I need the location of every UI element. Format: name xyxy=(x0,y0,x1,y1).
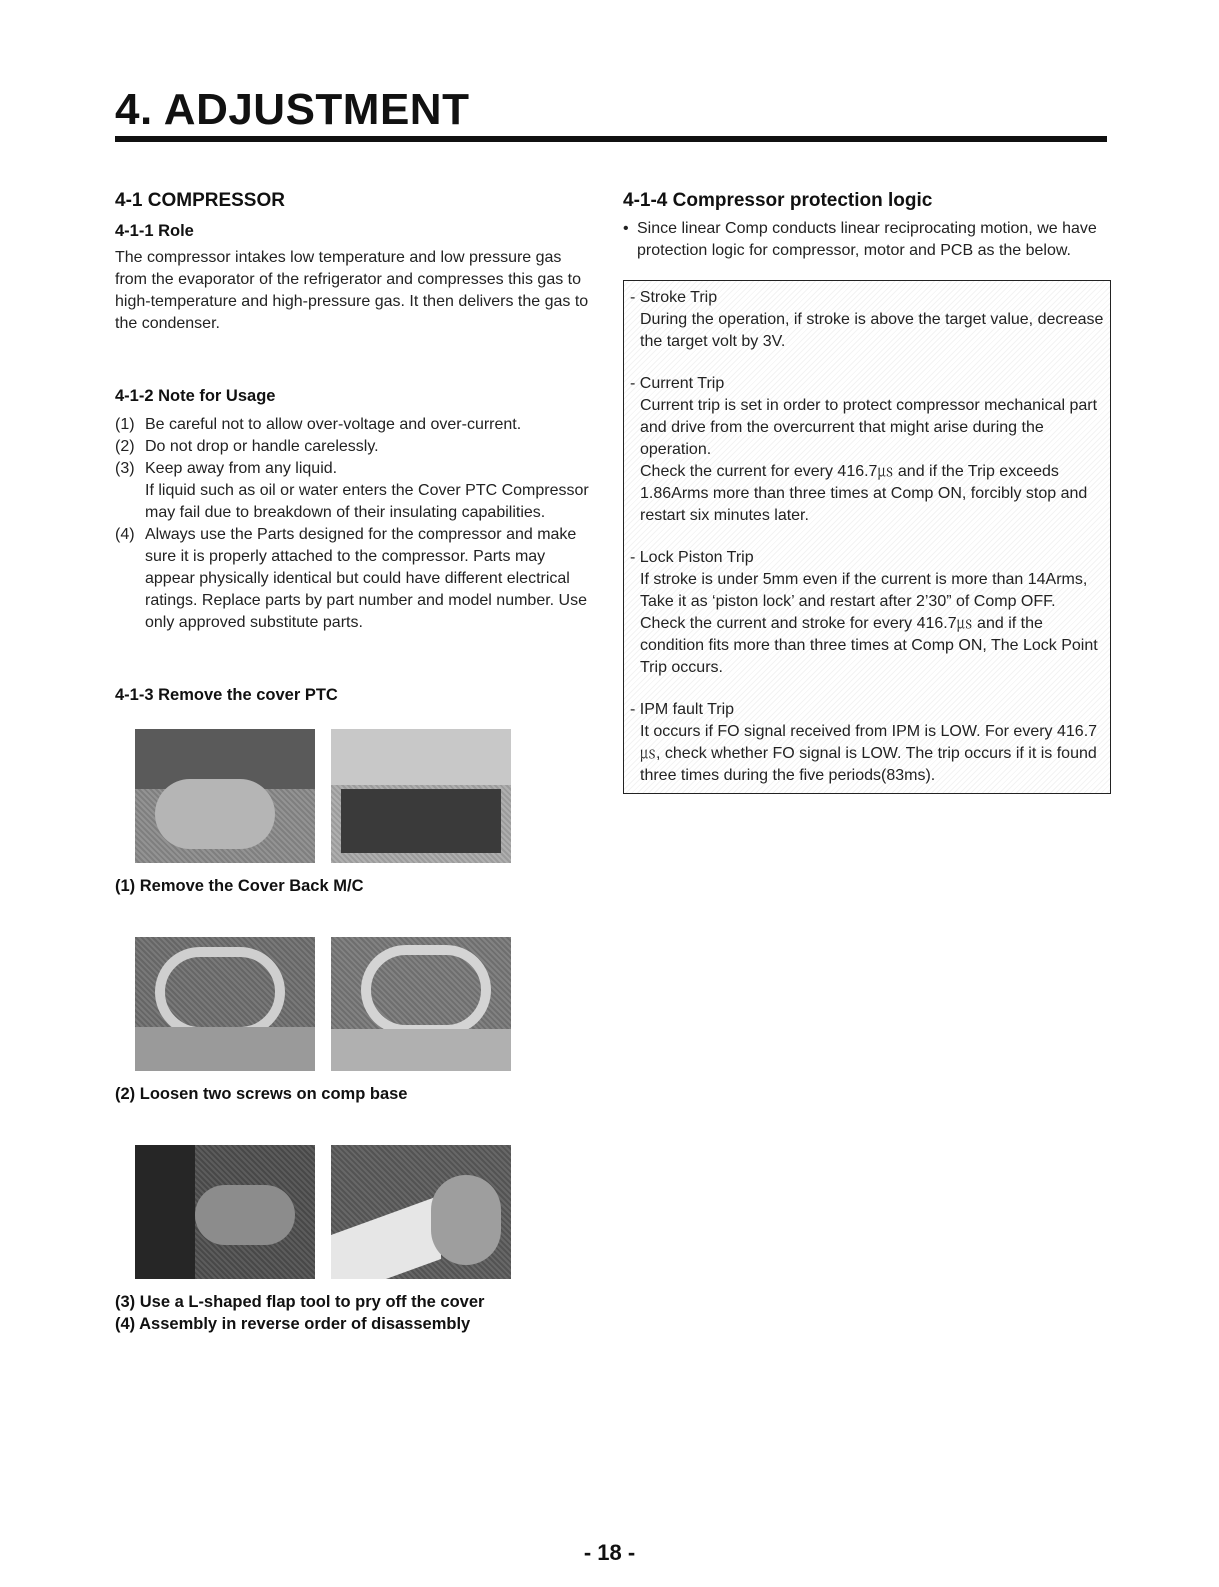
photo-cover-back-hand xyxy=(135,729,315,863)
trip-title: - Stroke Trip xyxy=(630,289,718,306)
usage-item-text: Do not drop or handle carelessly. xyxy=(145,438,379,455)
trip-title: - Current Trip xyxy=(630,375,725,392)
trip-title: - IPM fault Trip xyxy=(630,701,735,718)
usage-item-number: (3) xyxy=(115,460,135,477)
trip-title: - Lock Piston Trip xyxy=(630,549,754,566)
role-text: The compressor intakes low temperature and low pressure gas from the evaporator of the refrigerator and compresses this gas to high-temperature and high-pressure gas. It then delivers the gas to the condenser. xyxy=(115,249,589,332)
usage-item-text: Keep away from any liquid. If liquid such as oil or water enters the Cover PTC Compressor may fail due to breakdown of their insulating capabilities. xyxy=(145,460,589,521)
trip-body: Current trip is set in order to protect compressor mechanical part and drive from the overcurrent that might arise during the operation. Check the current for every 416.7㎲ and if the Trip exceeds 1.86Arms more than three times at Comp ON, forcibly stop and restart six minutes later. xyxy=(640,397,1098,524)
photo-flap-tool-left xyxy=(135,1145,315,1279)
trip-body: If stroke is under 5mm even if the current is more than 14Arms, Take it as ‘piston lock’ and restart after 2’30” of Comp OFF. Check the current and stroke for every 416.7㎲ and if the condition fits more than three times at Comp ON, The Lock Point Trip occurs. xyxy=(640,571,1098,676)
usage-item-text: Be careful not to allow over-voltage and over-current. xyxy=(145,416,522,433)
photo-comp-base-left xyxy=(135,937,315,1071)
usage-item xyxy=(115,414,595,436)
photo-flap-tool-right xyxy=(331,1145,511,1279)
left-column xyxy=(115,180,595,1335)
usage-item xyxy=(115,458,595,524)
page-title: 4. ADJUSTMENT xyxy=(115,85,470,134)
page-number: - 18 - xyxy=(583,1540,636,1565)
usage-item xyxy=(115,524,595,634)
usage-item-number: (4) xyxy=(115,526,135,543)
trip-current xyxy=(630,373,1104,527)
usage-item-number: (2) xyxy=(115,438,135,455)
usage-list xyxy=(115,414,595,634)
photo-cover-back-machine xyxy=(331,729,511,863)
photo-row-1 xyxy=(135,729,595,863)
photo-caption-2: (2) Loosen two screws on comp base xyxy=(115,1085,408,1103)
photo-caption-1: (1) Remove the Cover Back M/C xyxy=(115,877,364,895)
title-rule xyxy=(115,136,1107,142)
photo-comp-base-right xyxy=(331,937,511,1071)
trip-body: It occurs if FO signal received from IPM is LOW. For every 416.7㎲, check whether FO signal is LOW. The trip occurs if it is found three times during the five periods(83ms). xyxy=(640,723,1098,784)
protection-intro xyxy=(623,218,1111,262)
right-column xyxy=(623,180,1111,794)
protection-intro-text: Since linear Comp conducts linear reciprocating motion, we have protection logic for compressor, motor and PCB as the below. xyxy=(637,220,1097,259)
section-heading: 4-1 COMPRESSOR xyxy=(115,190,285,211)
photo-row-3 xyxy=(135,1145,595,1279)
photo-caption-4: (4) Assembly in reverse order of disassembly xyxy=(115,1315,471,1333)
trip-ipm-fault xyxy=(630,699,1104,787)
usage-item-number: (1) xyxy=(115,416,135,433)
photo-caption-3: (3) Use a L-shaped flap tool to pry off the cover xyxy=(115,1293,485,1311)
trip-body: During the operation, if stroke is above the target value, decrease the target volt by 3V. xyxy=(640,311,1104,350)
usage-item xyxy=(115,436,595,458)
photo-row-2 xyxy=(135,937,595,1071)
usage-heading: 4-1-2 Note for Usage xyxy=(115,387,276,405)
remove-heading: 4-1-3 Remove the cover PTC xyxy=(115,686,338,704)
bullet-dot: • xyxy=(623,220,629,237)
trip-lock-piston xyxy=(630,547,1104,679)
trip-stroke xyxy=(630,287,1104,353)
role-heading: 4-1-1 Role xyxy=(115,222,194,240)
usage-item-text: Always use the Parts designed for the compressor and make sure it is properly attached to the compressor. Parts may appear physically identical but could have different electrical ratings. Replace parts by part number and model number. Use only approved substitute parts. xyxy=(145,526,588,631)
protection-heading: 4-1-4 Compressor protection logic xyxy=(623,190,933,211)
trip-box xyxy=(623,280,1111,794)
